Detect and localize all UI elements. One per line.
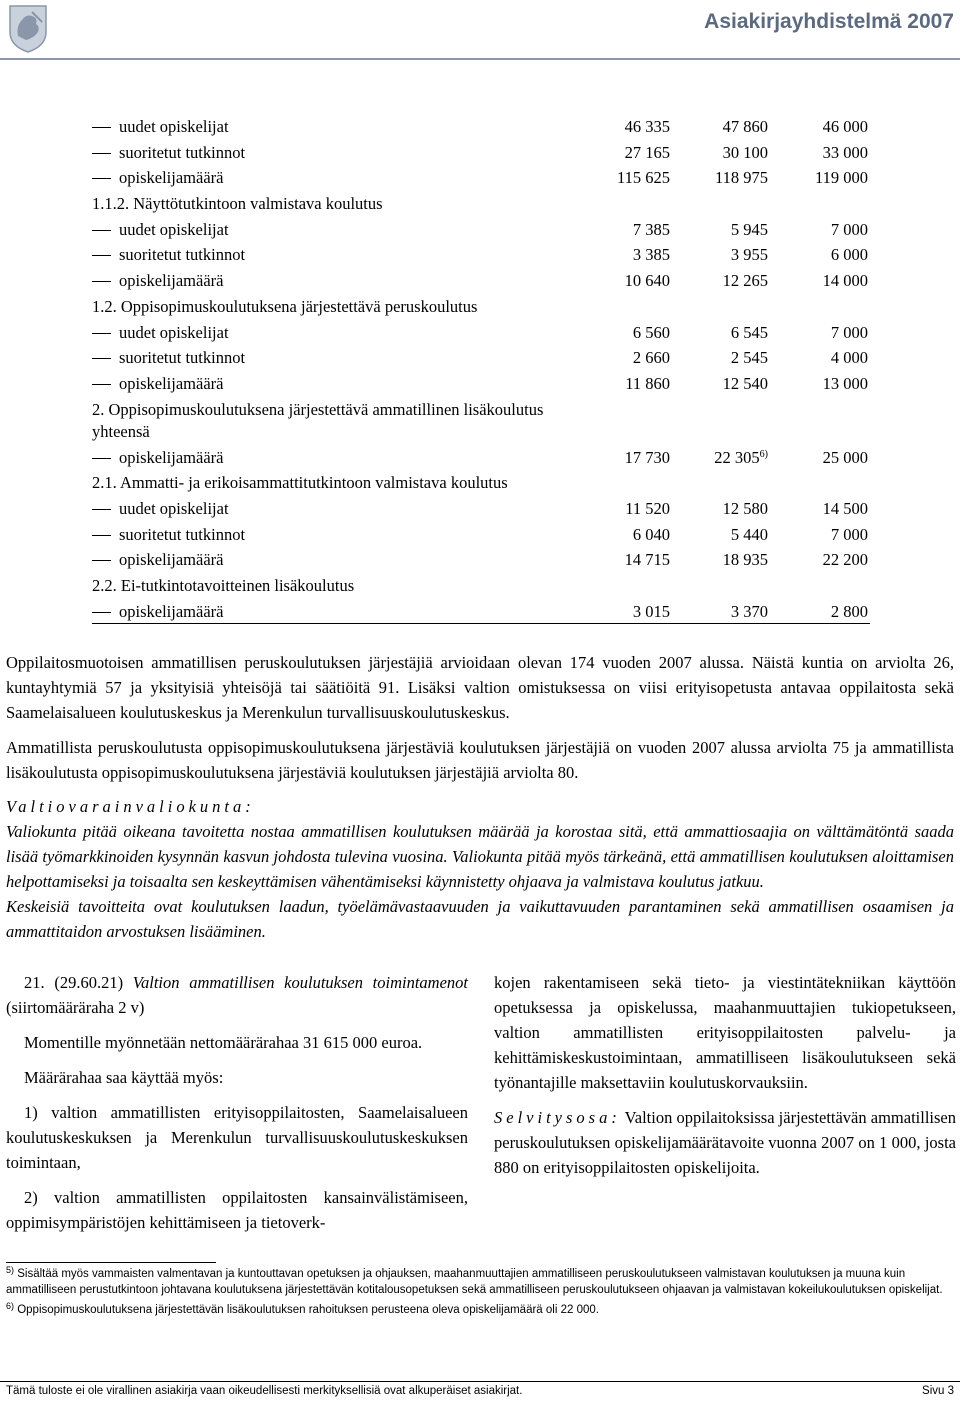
footer-divider bbox=[0, 1381, 960, 1382]
table-row bbox=[92, 522, 870, 548]
table-row bbox=[92, 573, 870, 599]
committee-heading: Valtiovarainvaliokunta: bbox=[6, 797, 255, 816]
table-row bbox=[92, 470, 870, 496]
row-value-text: 7 385 bbox=[632, 219, 670, 239]
row-value-text: 10 640 bbox=[624, 271, 670, 291]
table-row bbox=[92, 547, 870, 573]
committee-paragraph-2: Keskeisiä tavoitteita ovat koulutuksen laadun, työelämävastaavuuden ja vaikuttavuuden parantaminen sekä ammatillisen osaamisen ja ammattitaidon arvostuksen lisääminen. bbox=[6, 897, 954, 941]
row-value-text: 25 000 bbox=[822, 447, 868, 467]
list-item-1: 1) valtion ammatillisten erityisoppilaitosten, Saamelaisalueen koulutuskeskuksen ja Merenkulun turvallisuuskoulutuskeskuksen toimintaan, bbox=[6, 1103, 468, 1172]
row-value-v2 bbox=[715, 165, 768, 191]
document-title: Asiakirjayhdistelmä 2007 bbox=[704, 10, 954, 33]
row-value-text: 3 015 bbox=[632, 601, 670, 621]
row-value-v3 bbox=[831, 522, 868, 548]
row-value-v2 bbox=[714, 445, 768, 471]
row-value-v1 bbox=[625, 371, 670, 397]
row-value-text: 6 545 bbox=[730, 322, 768, 342]
table-row bbox=[92, 496, 870, 522]
paragraph-kayttaa: Määrärahaa saa käyttää myös: bbox=[24, 1068, 224, 1087]
paragraph-oppisopimus: Ammatillista peruskoulutusta oppisopimuskoulutuksena järjestäviä koulutuksen järjestäjiä on vuoden 2007 alussa arviolta 75 ja ammatillista lisäkoulutusta oppisopimuskoulutuksena järjestäviä koulutuksen järjestäjiä arviolta 80. bbox=[6, 738, 954, 782]
row-value-text: 46 335 bbox=[624, 117, 670, 136]
table-row bbox=[92, 268, 870, 294]
footnote-reference: 6) bbox=[759, 448, 768, 460]
footer-disclaimer: Tämä tuloste ei ole virallinen asiakirja vaan oikeudellisesti merkityksellisiä ovat alkuperäiset asiakirjat. bbox=[6, 1385, 523, 1397]
row-value-text: 13 000 bbox=[822, 373, 868, 393]
footnote-6-text: Oppisopimuskoulutuksena järjestettävän lisäkoulutuksen rahoituksen perusteena oleva opiskelijamäärä oli 22 000. bbox=[17, 1304, 599, 1316]
row-value-v1 bbox=[625, 114, 670, 140]
row-value-text: 22 305 bbox=[714, 447, 760, 467]
row-value-v2 bbox=[723, 547, 768, 573]
row-value-text: 5 440 bbox=[730, 524, 768, 544]
row-label: opiskelijamäärä bbox=[119, 550, 224, 570]
table-row bbox=[92, 397, 870, 445]
row-value-v2 bbox=[723, 268, 768, 294]
row-label: 2. Oppisopimuskoulutuksena järjestettävä ammatillinen lisäkoulutus yhteensä bbox=[92, 399, 544, 441]
row-value-text: 115 625 bbox=[616, 168, 670, 188]
row-value-text: 7 000 bbox=[830, 219, 868, 239]
item-number: 21. (29.60.21) bbox=[24, 973, 124, 992]
row-value-v2 bbox=[731, 320, 768, 346]
row-value-text: 46 000 bbox=[822, 117, 868, 136]
row-value-text: 27 165 bbox=[624, 142, 670, 162]
row-value-v3 bbox=[823, 268, 868, 294]
row-value-v1 bbox=[625, 547, 670, 573]
row-value-text: 14 500 bbox=[822, 498, 868, 518]
row-value-v2 bbox=[731, 345, 768, 371]
row-value-v3 bbox=[831, 320, 868, 346]
table-row bbox=[92, 371, 870, 397]
table-row bbox=[92, 599, 870, 624]
row-value-text: 6 560 bbox=[632, 322, 670, 342]
footnote-5 bbox=[6, 1266, 952, 1298]
row-label: opiskelijamäärä bbox=[119, 271, 224, 291]
row-label: opiskelijamäärä bbox=[119, 168, 224, 188]
table-row bbox=[92, 242, 870, 268]
row-value-text: 4 000 bbox=[830, 348, 868, 368]
row-value-v2 bbox=[723, 371, 768, 397]
row-value-v3 bbox=[823, 371, 868, 397]
footnotes bbox=[6, 1266, 952, 1322]
table-row bbox=[92, 294, 870, 320]
row-value-v2 bbox=[723, 140, 768, 166]
row-value-text: 118 975 bbox=[714, 168, 768, 188]
finnish-lion-crest-icon bbox=[2, 2, 54, 54]
row-value-v3 bbox=[823, 547, 868, 573]
row-value-text: 7 000 bbox=[830, 322, 868, 342]
row-value-text: 6 040 bbox=[632, 524, 670, 544]
row-value-text: 5 945 bbox=[730, 219, 768, 239]
row-value-text: 3 370 bbox=[730, 601, 768, 621]
row-value-text: 12 580 bbox=[722, 498, 768, 518]
committee-statement bbox=[6, 819, 954, 944]
footnote-6-mark: 6) bbox=[6, 1301, 15, 1311]
row-value-v1 bbox=[633, 217, 670, 243]
row-value-text: 11 860 bbox=[625, 373, 670, 393]
row-value-v3 bbox=[823, 445, 868, 471]
paragraph-continuation: kojen rakentamiseen sekä tieto- ja viestintätekniikan käyttöön opetuksessa ja opiskelussa, maahanmuuttajien tukiopetukseen, valtion ammatillisten erityisoppilaitosten palvelu- ja kehittämiskeskustoimintaan, ammatilliseen lisäkoulutukseen sekä työnantajille maksettaviin koulutuskorvauksiin. bbox=[494, 973, 956, 1092]
row-label: opiskelijamäärä bbox=[119, 373, 224, 393]
item-title: Valtion ammatillisen koulutuksen toimintamenot bbox=[132, 973, 468, 992]
footnote-5-text: Sisältää myös vammaisten valmentavan ja kuntouttavan opetuksen ja ohjauksen, maahanmuuttajien ammatilliseen peruskoulutukseen valmistavan koulutuksen ja muuna kuin ammatilliseen perustutkintoon johtavana koulutuksena järjestettävän kotitalousopetuksen sekä ammatilliseen peruskoulutukseen ohjaavan ja valmistavan kokeilukoulutuksen opiskelijat. bbox=[6, 1268, 943, 1296]
row-value-v2 bbox=[723, 496, 768, 522]
table-row bbox=[92, 445, 870, 471]
row-value-v1 bbox=[617, 165, 670, 191]
row-value-text: 14 715 bbox=[624, 550, 670, 570]
row-label: suoritetut tutkinnot bbox=[119, 348, 246, 368]
paragraph-oppilaitokset: Oppilaitosmuotoisen ammatillisen peruskoulutuksen järjestäjiä arvioidaan olevan 174 vuoden 2007 alussa. Näistä kuntia on arviolta 26, kuntayhtymiä 57 ja yksityisiä yhteisöjä tai säätiöitä 91. Lisäksi valtion omistuksessa on viisi erityisopetusta antavaa oppilaitosta sekä Saamelaisalueen koulutuskeskus ja Merenkulun turvallisuuskoulutuskeskus. bbox=[6, 653, 954, 722]
row-value-v3 bbox=[831, 242, 868, 268]
row-label: uudet opiskelijat bbox=[119, 219, 229, 239]
row-value-text: 30 100 bbox=[722, 142, 768, 162]
row-label: suoritetut tutkinnot bbox=[119, 142, 246, 162]
row-value-v3 bbox=[831, 345, 868, 371]
right-column bbox=[494, 970, 956, 1190]
list-item-2: 2) valtion ammatillisten oppilaitosten kansainvälistämiseen, oppimisympäristöjen kehittämiseen ja tietoverk- bbox=[6, 1188, 468, 1232]
row-value-v1 bbox=[633, 599, 670, 625]
row-value-text: 3 385 bbox=[632, 245, 670, 265]
item-suffix: (siirtomääräraha 2 v) bbox=[6, 998, 145, 1017]
row-value-text: 7 000 bbox=[830, 524, 868, 544]
row-value-text: 18 935 bbox=[722, 550, 768, 570]
table-row bbox=[92, 217, 870, 243]
statistics-table bbox=[92, 114, 870, 624]
row-value-text: 6 000 bbox=[830, 245, 868, 265]
row-label: uudet opiskelijat bbox=[119, 117, 229, 136]
row-value-v2 bbox=[731, 217, 768, 243]
committee-paragraph-1: Valiokunta pitää oikeana tavoitetta nostaa ammatillisen koulutuksen määrää ja korostaa sitä, että ammattiosaajia on välttämätöntä saada lisää työmarkkinoiden kysynnän kasvun johdosta tulevina vuosina. Valiokunta pitää myös tärkeänä, että ammatillisen koulutuksen aloittamisen helpottamiseksi ja toisaalta sen keskeyttämisen vähentämiseksi käynnistetty ohjaava ja valmistava koulutus jatkuu. bbox=[6, 822, 954, 891]
selvitysosa-label: Selvitysosa: bbox=[494, 1108, 621, 1127]
row-value-text: 12 540 bbox=[722, 373, 768, 393]
row-value-v3 bbox=[823, 496, 868, 522]
row-label: opiskelijamäärä bbox=[119, 601, 224, 621]
row-label: opiskelijamäärä bbox=[119, 447, 224, 467]
row-value-text: 17 730 bbox=[624, 447, 670, 467]
row-value-text: 2 660 bbox=[632, 348, 670, 368]
row-value-v1 bbox=[625, 496, 670, 522]
row-value-v1 bbox=[633, 242, 670, 268]
item-heading bbox=[6, 970, 468, 1020]
row-label: 1.1.2. Näyttötutkintoon valmistava koulutus bbox=[92, 194, 383, 214]
row-value-v1 bbox=[625, 445, 670, 471]
row-value-text: 14 000 bbox=[822, 271, 868, 291]
row-value-text: 2 800 bbox=[830, 601, 868, 621]
table-row bbox=[92, 191, 870, 217]
row-value-text: 22 200 bbox=[822, 550, 868, 570]
row-value-v2 bbox=[723, 114, 768, 140]
row-value-v3 bbox=[823, 140, 868, 166]
row-value-v1 bbox=[625, 140, 670, 166]
row-value-text: 11 520 bbox=[625, 498, 670, 518]
row-value-text: 47 860 bbox=[722, 117, 768, 136]
table-row bbox=[92, 140, 870, 166]
paragraph-selvitysosa bbox=[494, 1105, 956, 1180]
table-row bbox=[92, 114, 870, 140]
row-label: uudet opiskelijat bbox=[119, 498, 229, 518]
row-value-v3 bbox=[831, 599, 868, 625]
row-value-v1 bbox=[625, 268, 670, 294]
page-number: Sivu 3 bbox=[922, 1385, 954, 1397]
row-value-text: 119 000 bbox=[814, 168, 868, 188]
row-value-text: 12 265 bbox=[722, 271, 768, 291]
table-row bbox=[92, 320, 870, 346]
row-value-text: 33 000 bbox=[822, 142, 868, 162]
footnote-6 bbox=[6, 1302, 952, 1318]
row-value-v3 bbox=[831, 217, 868, 243]
footnote-divider bbox=[6, 1262, 216, 1263]
row-value-v2 bbox=[731, 522, 768, 548]
table-row bbox=[92, 165, 870, 191]
paragraph-momentille: Momentille myönnetään nettomäärärahaa 31 615 000 euroa. bbox=[24, 1033, 423, 1052]
left-column bbox=[6, 970, 468, 1245]
row-label: 1.2. Oppisopimuskoulutuksena järjestettävä peruskoulutus bbox=[92, 296, 478, 316]
row-label: suoritetut tutkinnot bbox=[119, 245, 246, 265]
row-value-v3 bbox=[823, 114, 868, 140]
row-value-text: 2 545 bbox=[730, 348, 768, 368]
header-divider bbox=[0, 58, 960, 60]
selvitysosa-text: Valtion oppilaitoksissa järjestettävän ammatillisen peruskoulutuksen opiskelijamäärätavoite vuonna 2007 on 1 000, josta 880 on erityisoppilaitosten opiskelijoita. bbox=[494, 1108, 956, 1177]
footnote-5-mark: 5) bbox=[6, 1265, 15, 1275]
row-value-v2 bbox=[731, 599, 768, 625]
row-label: 2.2. Ei-tutkintotavoitteinen lisäkoulutus bbox=[92, 576, 355, 595]
table-row bbox=[92, 345, 870, 371]
row-value-text: 3 955 bbox=[730, 245, 768, 265]
row-value-v1 bbox=[633, 345, 670, 371]
row-label: uudet opiskelijat bbox=[119, 322, 229, 342]
row-value-v1 bbox=[633, 522, 670, 548]
row-label: suoritetut tutkinnot bbox=[119, 524, 246, 544]
row-value-v3 bbox=[815, 165, 868, 191]
row-label: 2.1. Ammatti- ja erikoisammattitutkintoon valmistava koulutus bbox=[92, 473, 508, 493]
row-value-v2 bbox=[731, 242, 768, 268]
row-value-v1 bbox=[633, 320, 670, 346]
